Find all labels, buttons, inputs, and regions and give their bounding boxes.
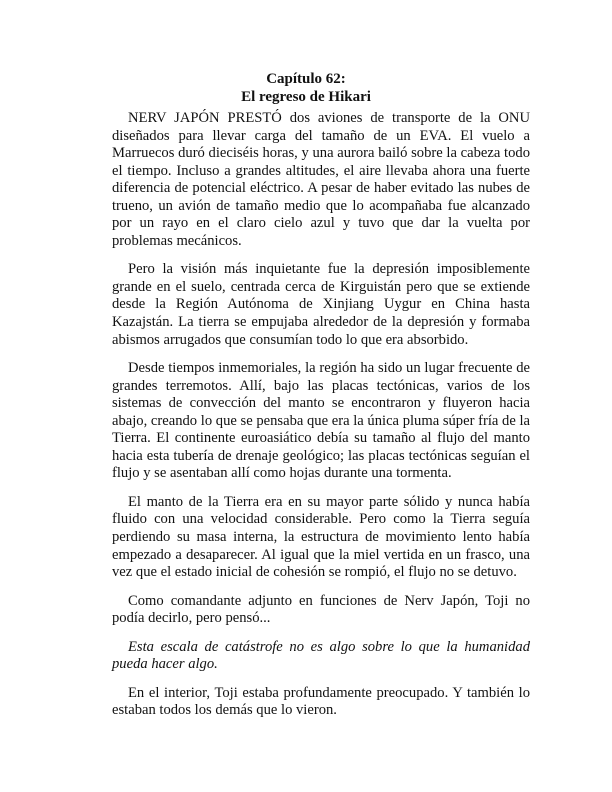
paragraph-2: Pero la visión más inquietante fue la depresión imposiblemente grande en el suelo, centrada cerca de Kirguistán pero que se extiende desde la Región Autónoma de Xinjiang Uygur en China hasta Kazajstán. La tierra se empujaba alrededor de la depresión y formaba abismos arrugados que consumían todo lo que era absorbido. <box>112 261 530 348</box>
chapter-title: El regreso de Hikari <box>241 89 371 105</box>
paragraph-7: En el interior, Toji estaba profundamente preocupado. Y también lo estaban todos los demás que lo vieron. <box>112 684 530 719</box>
paragraph-5: Como comandante adjunto en funciones de Nerv Japón, Toji no podía decirlo, pero pensó... <box>112 592 530 627</box>
paragraph-6-italic-thought: Esta escala de catástrofe no es algo sobre lo que la humanidad pueda hacer algo. <box>112 638 530 673</box>
chapter-body <box>112 110 530 731</box>
paragraph-4: El manto de la Tierra era en su mayor parte sólido y nunca había fluido con una velocidad considerable. Pero como la Tierra seguía perdiendo su masa interna, la estructura de movimiento lento había empezado a desaparecer. Al igual que la miel vertida en un frasco, una vez que el estado inicial de cohesión se rompió, el flujo no se detuvo. <box>112 493 530 581</box>
chapter-number: Capítulo 62: <box>266 71 346 87</box>
paragraph-1: NERV JAPÓN PRESTÓ dos aviones de transporte de la ONU diseñados para llevar carga del tamaño de un EVA. El vuelo a Marruecos duró dieciséis horas, y una aurora bailó sobre la cabeza todo el tiempo. Incluso a grandes altitudes, el aire llevaba ahora una fuerte diferencia de potencial eléctrico. A pesar de haber evitado las nubes de trueno, un avión de tamaño medio que lo acompañaba fue alcanzado por un rayo en el claro cielo azul y tuvo que dar la vuelta por problemas mecánicos. <box>112 110 530 249</box>
paragraph-3: Desde tiempos inmemoriales, la región ha sido un lugar frecuente de grandes terremotos. Allí, bajo las placas tectónicas, varios de los sistemas de convección del manto se encontraron y fluyeron hacia abajo, creando lo que se pensaba que era la única pluma súper fría de la Tierra. El continente euroasiático debía su tamaño al flujo del manto hacia esta tubería de drenaje geológico; las placas tectónicas seguían el flujo y se asentaban allí como hojas durante una tormenta. <box>112 360 530 482</box>
chapter-heading <box>112 70 500 106</box>
